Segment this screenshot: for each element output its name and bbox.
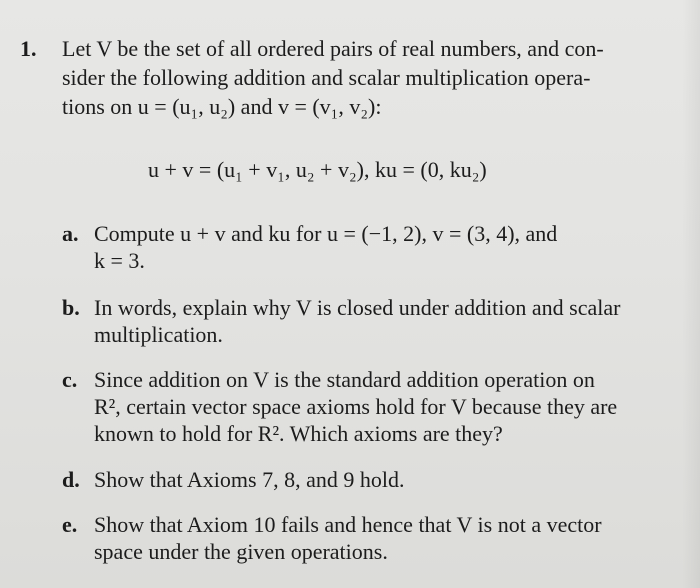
subproblem-text bbox=[94, 220, 690, 274]
subproblem-line: space under the given operations. bbox=[94, 539, 388, 564]
display-equation: u + v = (u₁ + v₁, u₂ + v₂), ku = (0, ku₂) bbox=[148, 157, 487, 182]
subproblem-e bbox=[62, 511, 690, 565]
subproblem-label: a. bbox=[62, 221, 79, 246]
problem-intro bbox=[62, 34, 692, 121]
subproblem-line: known to hold for R². Which axioms are they? bbox=[94, 421, 503, 446]
subproblem-line: Since addition on V is the standard addition operation on bbox=[94, 367, 595, 392]
subproblem-label: d. bbox=[62, 467, 80, 492]
intro-line: sider the following addition and scalar multiplication opera- bbox=[62, 65, 591, 90]
subproblem-text bbox=[94, 511, 690, 565]
subproblem-line: multiplication. bbox=[94, 322, 223, 347]
subproblem-d bbox=[62, 466, 690, 493]
subproblem-c bbox=[62, 366, 690, 447]
subproblem-text bbox=[94, 466, 690, 493]
subproblem-line: R², certain vector space axioms hold for V because they are bbox=[94, 394, 618, 419]
subproblem-line: k = 3. bbox=[94, 248, 145, 273]
subproblem-text bbox=[94, 366, 690, 447]
subproblem-line: Show that Axioms 7, 8, and 9 hold. bbox=[94, 467, 405, 492]
subproblem-line: Compute u + v and ku for u = (−1, 2), v = (3, 4), and bbox=[94, 221, 558, 246]
intro-line: tions on u = (u₁, u₂) and v = (v₁, v₂): bbox=[62, 94, 382, 119]
subproblem-label: b. bbox=[62, 295, 80, 320]
subproblem-b bbox=[62, 294, 690, 348]
subproblem-text bbox=[94, 294, 690, 348]
intro-line: Let V be the set of all ordered pairs of real numbers, and con- bbox=[62, 36, 604, 61]
problem-number: 1. bbox=[20, 36, 37, 61]
subproblem-line: Show that Axiom 10 fails and hence that V is not a vector bbox=[94, 512, 602, 537]
subproblem-a bbox=[62, 220, 690, 274]
page-edge-shadow bbox=[682, 0, 700, 588]
subproblem-line: In words, explain why V is closed under addition and scalar bbox=[94, 295, 621, 320]
subproblem-label: e. bbox=[62, 512, 78, 537]
subproblem-label: c. bbox=[62, 367, 78, 392]
